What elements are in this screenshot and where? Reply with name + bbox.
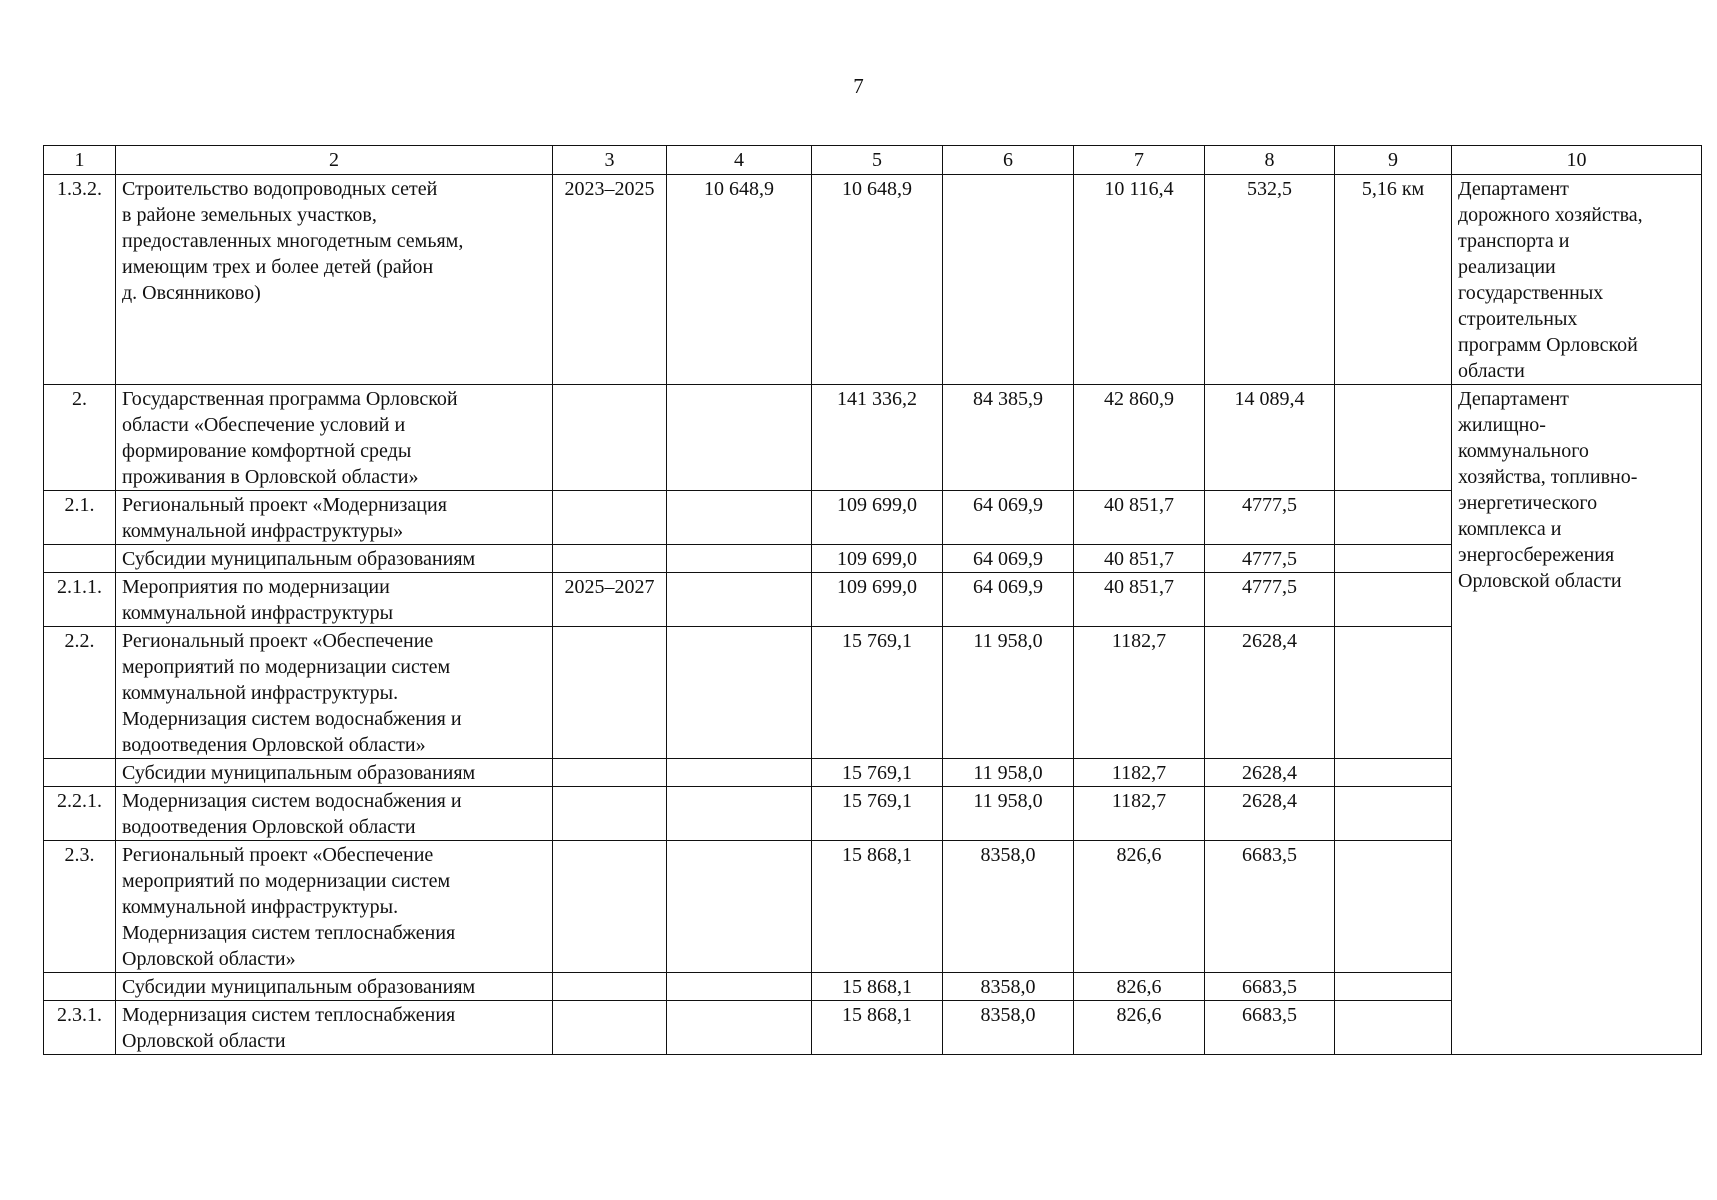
value-cell: 64 069,9 [943, 491, 1074, 545]
row-name [116, 175, 553, 385]
row-name [116, 787, 553, 841]
column-header: 7 [1074, 146, 1205, 175]
department-line: энергетического [1458, 492, 1598, 514]
value-cell: 14 089,4 [1205, 385, 1335, 491]
value-cell: 10 648,9 [667, 175, 812, 385]
row-name [116, 1001, 553, 1055]
period-cell [553, 1001, 667, 1055]
value-cell: 11 958,0 [943, 627, 1074, 759]
value-cell: 15 769,1 [812, 787, 943, 841]
row-name [116, 973, 553, 1001]
row-number [44, 759, 116, 787]
value-cell: 826,6 [1074, 973, 1205, 1001]
value-cell: 8358,0 [943, 973, 1074, 1001]
value-cell [667, 787, 812, 841]
column-header: 6 [943, 146, 1074, 175]
result-cell [1335, 573, 1452, 627]
value-cell: 10 116,4 [1074, 175, 1205, 385]
period-cell [553, 627, 667, 759]
value-cell [667, 627, 812, 759]
period-cell [553, 973, 667, 1001]
period-cell [553, 759, 667, 787]
department-line: жилищно- [1458, 414, 1546, 436]
row-name-line: Строительство водопроводных сетей [122, 178, 438, 200]
value-cell: 826,6 [1074, 1001, 1205, 1055]
value-cell: 1182,7 [1074, 759, 1205, 787]
row-number: 2.3.1. [44, 1001, 116, 1055]
department-line: транспорта и [1458, 230, 1570, 252]
row-number [44, 545, 116, 573]
value-cell [667, 491, 812, 545]
row-name [116, 385, 553, 491]
result-cell: 5,16 км [1335, 175, 1452, 385]
value-cell: 2628,4 [1205, 759, 1335, 787]
value-cell: 11 958,0 [943, 759, 1074, 787]
row-name-line: Орловской области [122, 1030, 286, 1052]
value-cell: 8358,0 [943, 841, 1074, 973]
row-name-line: Государственная программа Орловской [122, 388, 458, 410]
value-cell: 42 860,9 [1074, 385, 1205, 491]
row-name-line: в районе земельных участков, [122, 204, 377, 226]
department-line: Департамент [1458, 178, 1569, 200]
row-name-line: д. Овсянниково) [122, 282, 261, 304]
row-number [44, 973, 116, 1001]
row-name-line: Модернизация систем теплоснабжения [122, 922, 456, 944]
row-name-line: Модернизация систем теплоснабжения [122, 1004, 456, 1026]
value-cell: 15 868,1 [812, 1001, 943, 1055]
result-cell [1335, 545, 1452, 573]
row-name-line: Региональный проект «Обеспечение [122, 630, 434, 652]
department-line: хозяйства, топливно- [1458, 466, 1638, 488]
value-cell: 4777,5 [1205, 573, 1335, 627]
row-name-line: водоотведения Орловской области» [122, 734, 426, 756]
row-name-line: Орловской области» [122, 948, 296, 970]
value-cell [667, 385, 812, 491]
value-cell: 2628,4 [1205, 787, 1335, 841]
value-cell: 64 069,9 [943, 545, 1074, 573]
period-cell [553, 545, 667, 573]
row-name-line: имеющим трех и более детей (район [122, 256, 434, 278]
row-name-line: проживания в Орловской области» [122, 466, 419, 488]
result-cell [1335, 973, 1452, 1001]
row-number: 2.3. [44, 841, 116, 973]
row-name-line: области «Обеспечение условий и [122, 414, 406, 436]
result-cell [1335, 759, 1452, 787]
value-cell: 532,5 [1205, 175, 1335, 385]
row-name-line: Субсидии муниципальным образованиям [122, 976, 476, 998]
row-name-line: коммунальной инфраструктуры [122, 602, 394, 624]
column-header: 8 [1205, 146, 1335, 175]
row-number: 2.1.1. [44, 573, 116, 627]
value-cell: 6683,5 [1205, 841, 1335, 973]
result-cell [1335, 787, 1452, 841]
period-cell: 2025–2027 [553, 573, 667, 627]
row-name-line: мероприятий по модернизации систем [122, 656, 451, 678]
result-cell [1335, 491, 1452, 545]
row-number: 2.2.1. [44, 787, 116, 841]
value-cell: 11 958,0 [943, 787, 1074, 841]
value-cell: 15 769,1 [812, 627, 943, 759]
row-name [116, 491, 553, 545]
value-cell: 10 648,9 [812, 175, 943, 385]
value-cell: 109 699,0 [812, 491, 943, 545]
value-cell: 15 769,1 [812, 759, 943, 787]
value-cell: 6683,5 [1205, 1001, 1335, 1055]
column-header: 3 [553, 146, 667, 175]
row-name-line: коммунальной инфраструктуры. [122, 682, 399, 704]
value-cell: 64 069,9 [943, 573, 1074, 627]
department-line: энергосбережения [1458, 544, 1615, 566]
value-cell: 1182,7 [1074, 627, 1205, 759]
value-cell: 4777,5 [1205, 545, 1335, 573]
column-header: 10 [1452, 146, 1702, 175]
department-line: Департамент [1458, 388, 1569, 410]
column-header: 4 [667, 146, 812, 175]
value-cell [667, 573, 812, 627]
column-number-row [44, 146, 1702, 175]
value-cell: 109 699,0 [812, 545, 943, 573]
row-name-line: мероприятий по модернизации систем [122, 870, 451, 892]
department-cell [1452, 175, 1702, 385]
value-cell [667, 759, 812, 787]
column-header: 1 [44, 146, 116, 175]
value-cell: 40 851,7 [1074, 491, 1205, 545]
program-table [43, 145, 1702, 1055]
department-line: Орловской области [1458, 570, 1622, 592]
value-cell: 6683,5 [1205, 973, 1335, 1001]
value-cell: 15 868,1 [812, 973, 943, 1001]
value-cell: 40 851,7 [1074, 545, 1205, 573]
department-line: строительных [1458, 308, 1578, 330]
row-name [116, 841, 553, 973]
value-cell: 826,6 [1074, 841, 1205, 973]
row-number: 1.3.2. [44, 175, 116, 385]
row-name [116, 627, 553, 759]
period-cell [553, 841, 667, 973]
row-name-line: Субсидии муниципальным образованиям [122, 762, 476, 784]
value-cell: 40 851,7 [1074, 573, 1205, 627]
period-cell [553, 787, 667, 841]
row-name-line: коммунальной инфраструктуры» [122, 520, 404, 542]
row-name-line: Региональный проект «Модернизация [122, 494, 447, 516]
value-cell: 2628,4 [1205, 627, 1335, 759]
result-cell [1335, 385, 1452, 491]
row-name [116, 573, 553, 627]
table-row [44, 385, 1702, 491]
value-cell: 84 385,9 [943, 385, 1074, 491]
value-cell: 15 868,1 [812, 841, 943, 973]
result-cell [1335, 1001, 1452, 1055]
column-header: 5 [812, 146, 943, 175]
value-cell: 141 336,2 [812, 385, 943, 491]
result-cell [1335, 841, 1452, 973]
department-line: области [1458, 360, 1525, 382]
row-number: 2. [44, 385, 116, 491]
row-name-line: коммунальной инфраструктуры. [122, 896, 399, 918]
department-line: дорожного хозяйства, [1458, 204, 1643, 226]
value-cell: 1182,7 [1074, 787, 1205, 841]
row-name-line: Мероприятия по модернизации [122, 576, 390, 598]
row-name-line: Модернизация систем водоснабжения и [122, 790, 462, 812]
row-name-line: Субсидии муниципальным образованиям [122, 548, 476, 570]
period-cell [553, 491, 667, 545]
value-cell [667, 973, 812, 1001]
value-cell: 109 699,0 [812, 573, 943, 627]
table-row [44, 175, 1702, 385]
row-number: 2.1. [44, 491, 116, 545]
row-name-line: формирование комфортной среды [122, 440, 412, 462]
row-name [116, 759, 553, 787]
department-line: государственных [1458, 282, 1604, 304]
value-cell [943, 175, 1074, 385]
department-line: коммунального [1458, 440, 1589, 462]
department-cell [1452, 385, 1702, 1055]
value-cell [667, 545, 812, 573]
department-line: программ Орловской [1458, 334, 1638, 356]
result-cell [1335, 627, 1452, 759]
department-line: комплекса и [1458, 518, 1562, 540]
row-number: 2.2. [44, 627, 116, 759]
value-cell [667, 1001, 812, 1055]
value-cell: 8358,0 [943, 1001, 1074, 1055]
value-cell: 4777,5 [1205, 491, 1335, 545]
value-cell [667, 841, 812, 973]
period-cell: 2023–2025 [553, 175, 667, 385]
page-number: 7 [853, 74, 864, 98]
row-name [116, 545, 553, 573]
row-name-line: Региональный проект «Обеспечение [122, 844, 434, 866]
column-header: 9 [1335, 146, 1452, 175]
row-name-line: Модернизация систем водоснабжения и [122, 708, 462, 730]
period-cell [553, 385, 667, 491]
row-name-line: предоставленных многодетным семьям, [122, 230, 464, 252]
department-line: реализации [1458, 256, 1556, 278]
row-name-line: водоотведения Орловской области [122, 816, 416, 838]
column-header: 2 [116, 146, 553, 175]
